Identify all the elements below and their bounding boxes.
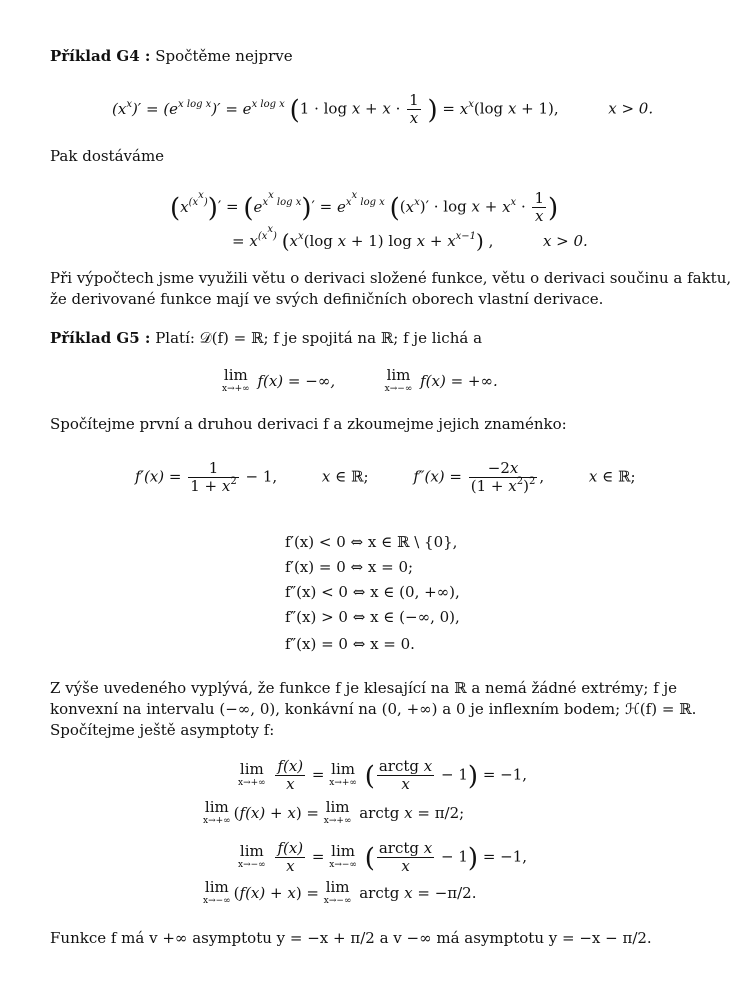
asymptote-line-2: lim x→+∞ (f(x) + x) = lim x→+∞ arctg x = π/2; (203, 798, 465, 826)
lim-pos-sub: x→+∞ (222, 384, 250, 394)
g5-heading: Příklad G5 : (50, 329, 151, 347)
g4-paragraph-2: že derivované funkce mají ve svých definičních oborech vlastní derivace. (50, 290, 604, 308)
g5-derivatives: f′(x) = $\frac{1}{1 + x^2}$ − 1, x ∈ ℝ; f″(x) = $\frac{-2x}{(1 + x^2)^2}$ , x ∈ ℝ; (135, 459, 636, 495)
g4-heading-line (50, 46, 700, 67)
g5-limit-neg: f(x) = +∞. (420, 372, 498, 390)
g4-condition-2: x > 0. (542, 232, 588, 250)
sign-line-4: f″(x) > 0 ⇔ x ∈ (−∞, 0), (285, 608, 460, 626)
g4-paragraph-1: Při výpočtech jsme využili větu o derivaci složené funkce, větu o derivaci součinu a faktu, (50, 269, 732, 287)
g5-final: Funkce f má v +∞ asymptotu y = −x + π/2 a v −∞ má asymptotu y = −x − π/2. (50, 929, 652, 947)
sign-line-1: f′(x) < 0 ⇔ x ∈ ℝ \ {0}, (285, 533, 458, 551)
g5-paragraph-a: Z výše uvedeného vyplývá, že funkce f je klesající na ℝ a nemá žádné extrémy; f je (50, 679, 678, 697)
asymptote-line-3: lim x→−∞ $\frac{f(x)}{x}$ = lim x→−∞ ( $\frac{\text{arctg x}}{x}$ − 1) = −1, (238, 839, 528, 875)
g4-equation-2a: $(x^{(x^x)})' = (e^{x^x log x})' = e^{x^x log x}$ ($(x^x)' \cdot \log x + x^x$ · $\frac{1}{x}$ ) (170, 189, 559, 225)
asymptote-line-4: lim x→−∞ (f(x) + x) = lim x→−∞ arctg x = −π/2. (203, 878, 477, 906)
g4-equation-1: $(x^x)' = (e^{x log x})' = e^{x log x}$ (1 · log x + x · $\frac{1}{x}$ ) = $x^x(\log$ x + 1), x > 0. (112, 91, 654, 127)
g5-limits: lim x→+∞ f(x) = −∞, lim x→−∞ f(x) = +∞. (222, 366, 498, 394)
g5-paragraph-b: konvexní na intervalu (−∞, 0), konkávní na (0, +∞) a 0 je inflexním bodem; ℋ(f) = ℝ. (50, 700, 697, 718)
sign-line-3: f″(x) < 0 ⇔ x ∈ (0, +∞), (285, 583, 460, 601)
g5-deriv-intro: Spočítejme první a druhou derivaci f a zkoumejme jejich znaménko: (50, 415, 567, 433)
g4-equation-2b: = $x^{(x^x)}$ ($x^x(\log$ x + 1) $\log x + x^{x-1}$) , x > 0. (232, 224, 588, 253)
lim-neg-sub: x→−∞ (384, 384, 413, 394)
sign-line-5: f″(x) = 0 ⇔ x = 0. (285, 635, 415, 653)
g5-intro: Platí: 𝒟(f) = ℝ; f je spojitá na ℝ; f je lichá a (155, 329, 483, 347)
g5-limit-pos: f(x) = −∞, (257, 372, 336, 390)
g4-heading: Příklad G4 : (50, 47, 151, 65)
g4-after: Pak dostáváme (50, 147, 165, 165)
sign-line-2: f′(x) = 0 ⇔ x = 0; (285, 558, 414, 576)
g5-heading-line (50, 328, 700, 349)
g4-intro: Spočtěme nejprve (155, 47, 293, 65)
g5-paragraph-c: Spočítejme ještě asymptoty f: (50, 721, 275, 739)
g4-condition-1: x > 0. (608, 99, 654, 118)
asymptote-line-1: lim x→+∞ $\frac{f(x)}{x}$ = lim x→+∞ ( $\frac{\text{arctg x}}{x}$ − 1) = −1, (238, 757, 528, 793)
